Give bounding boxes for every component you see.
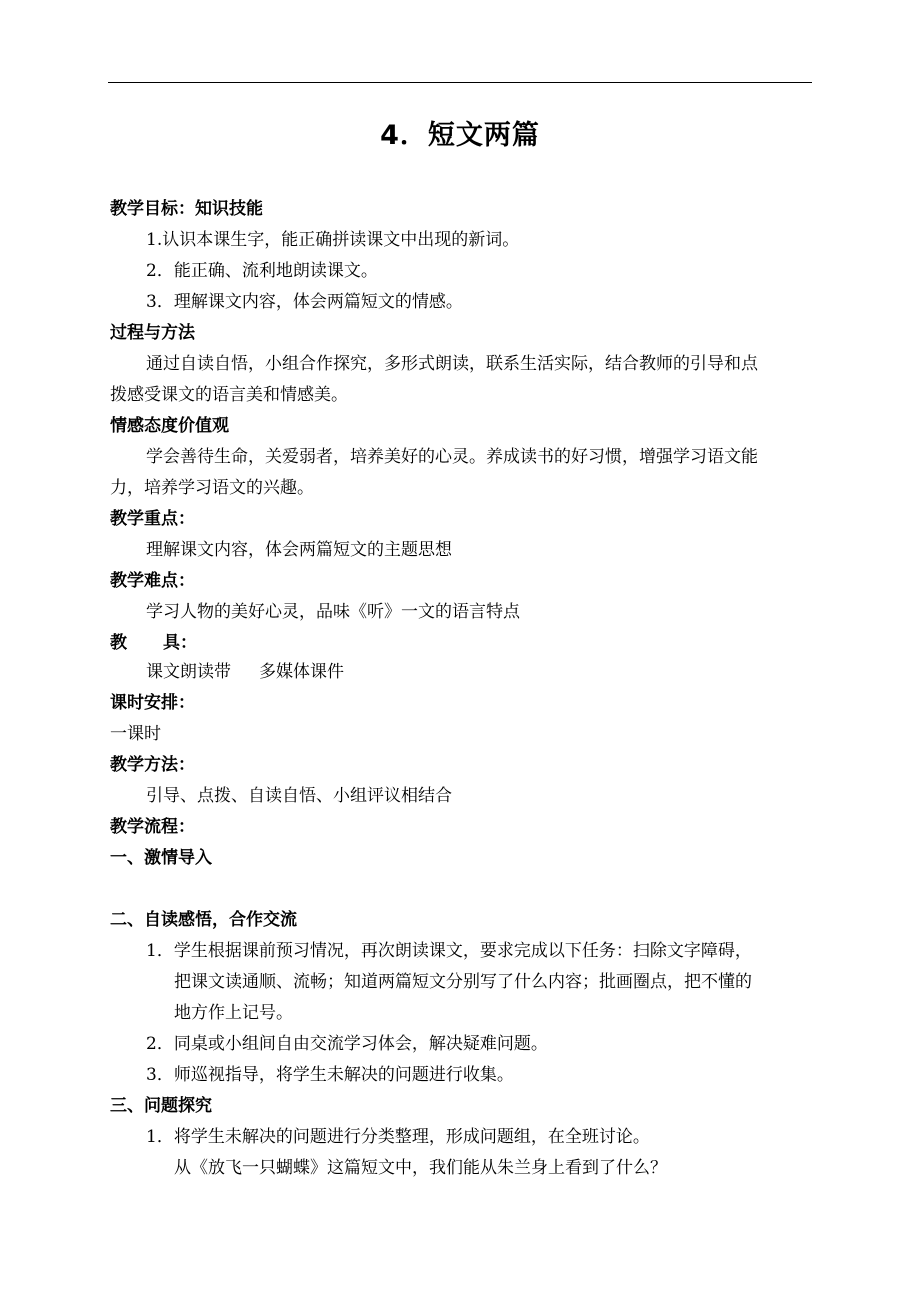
step1-heading: 一、激情导入 bbox=[110, 848, 212, 868]
step2-item: 2．同桌或小组间自由交流学习体会，解决疑难问题。 bbox=[146, 1034, 548, 1054]
step3-item: 1．将学生未解决的问题进行分类整理，形成问题组，在全班讨论。 bbox=[146, 1127, 650, 1147]
method-text: 引导、点拨、自读自悟、小组评议相结合 bbox=[146, 786, 452, 806]
flow-heading: 教学流程： bbox=[110, 817, 195, 837]
objective-item: 3．理解课文内容，体会两篇短文的情感。 bbox=[146, 292, 463, 312]
schedule-text: 一课时 bbox=[110, 724, 161, 744]
step2-heading: 二、自读感悟，合作交流 bbox=[110, 910, 297, 930]
key-point-text: 理解课文内容，体会两篇短文的主题思想 bbox=[146, 540, 452, 560]
process-heading: 过程与方法 bbox=[110, 323, 195, 343]
difficulty-text: 学习人物的美好心灵，品味《听》一文的语言特点 bbox=[146, 602, 520, 622]
tools-heading bbox=[110, 631, 820, 655]
tools-heading-part: 教 bbox=[110, 633, 127, 653]
process-text: 拨感受课文的语言美和情感美。 bbox=[110, 385, 348, 405]
difficulty-heading: 教学难点： bbox=[110, 571, 195, 591]
tools-heading-part: 具： bbox=[163, 633, 197, 653]
tool-item: 多媒体课件 bbox=[259, 662, 344, 682]
page-title: 4．短文两篇 bbox=[380, 120, 540, 151]
step2-item-continued: 把课文读通顺、流畅；知道两篇短文分别写了什么内容；批画圈点，把不懂的 bbox=[174, 972, 752, 992]
attitude-text: 学会善待生命，关爱弱者，培养美好的心灵。养成读书的好习惯，增强学习语文能 bbox=[146, 447, 758, 467]
header-rule bbox=[108, 82, 812, 83]
objective-item: 2．能正确、流利地朗读课文。 bbox=[146, 261, 378, 281]
step3-heading: 三、问题探究 bbox=[110, 1096, 212, 1116]
tools-list bbox=[146, 660, 856, 684]
schedule-heading: 课时安排： bbox=[110, 693, 195, 713]
step3-question: 从《放飞一只蝴蝶》这篇短文中，我们能从朱兰身上看到了什么？ bbox=[174, 1158, 667, 1178]
step2-item-continued: 地方作上记号。 bbox=[174, 1003, 293, 1023]
objectives-heading: 教学目标：知识技能 bbox=[110, 199, 263, 219]
method-heading: 教学方法： bbox=[110, 755, 195, 775]
step2-item: 3．师巡视指导，将学生未解决的问题进行收集。 bbox=[146, 1065, 514, 1085]
process-text: 通过自读自悟，小组合作探究，多形式朗读，联系生活实际，结合教师的引导和点 bbox=[146, 354, 758, 374]
step2-item: 1．学生根据课前预习情况，再次朗读课文，要求完成以下任务：扫除文字障碍， bbox=[146, 941, 752, 961]
attitude-text: 力，培养学习语文的兴趣。 bbox=[110, 478, 314, 498]
attitude-heading: 情感态度价值观 bbox=[110, 416, 229, 436]
tool-item: 课文朗读带 bbox=[146, 662, 231, 682]
objective-item: 1.认识本课生字，能正确拼读课文中出现的新词。 bbox=[146, 230, 520, 250]
key-point-heading: 教学重点： bbox=[110, 509, 195, 529]
